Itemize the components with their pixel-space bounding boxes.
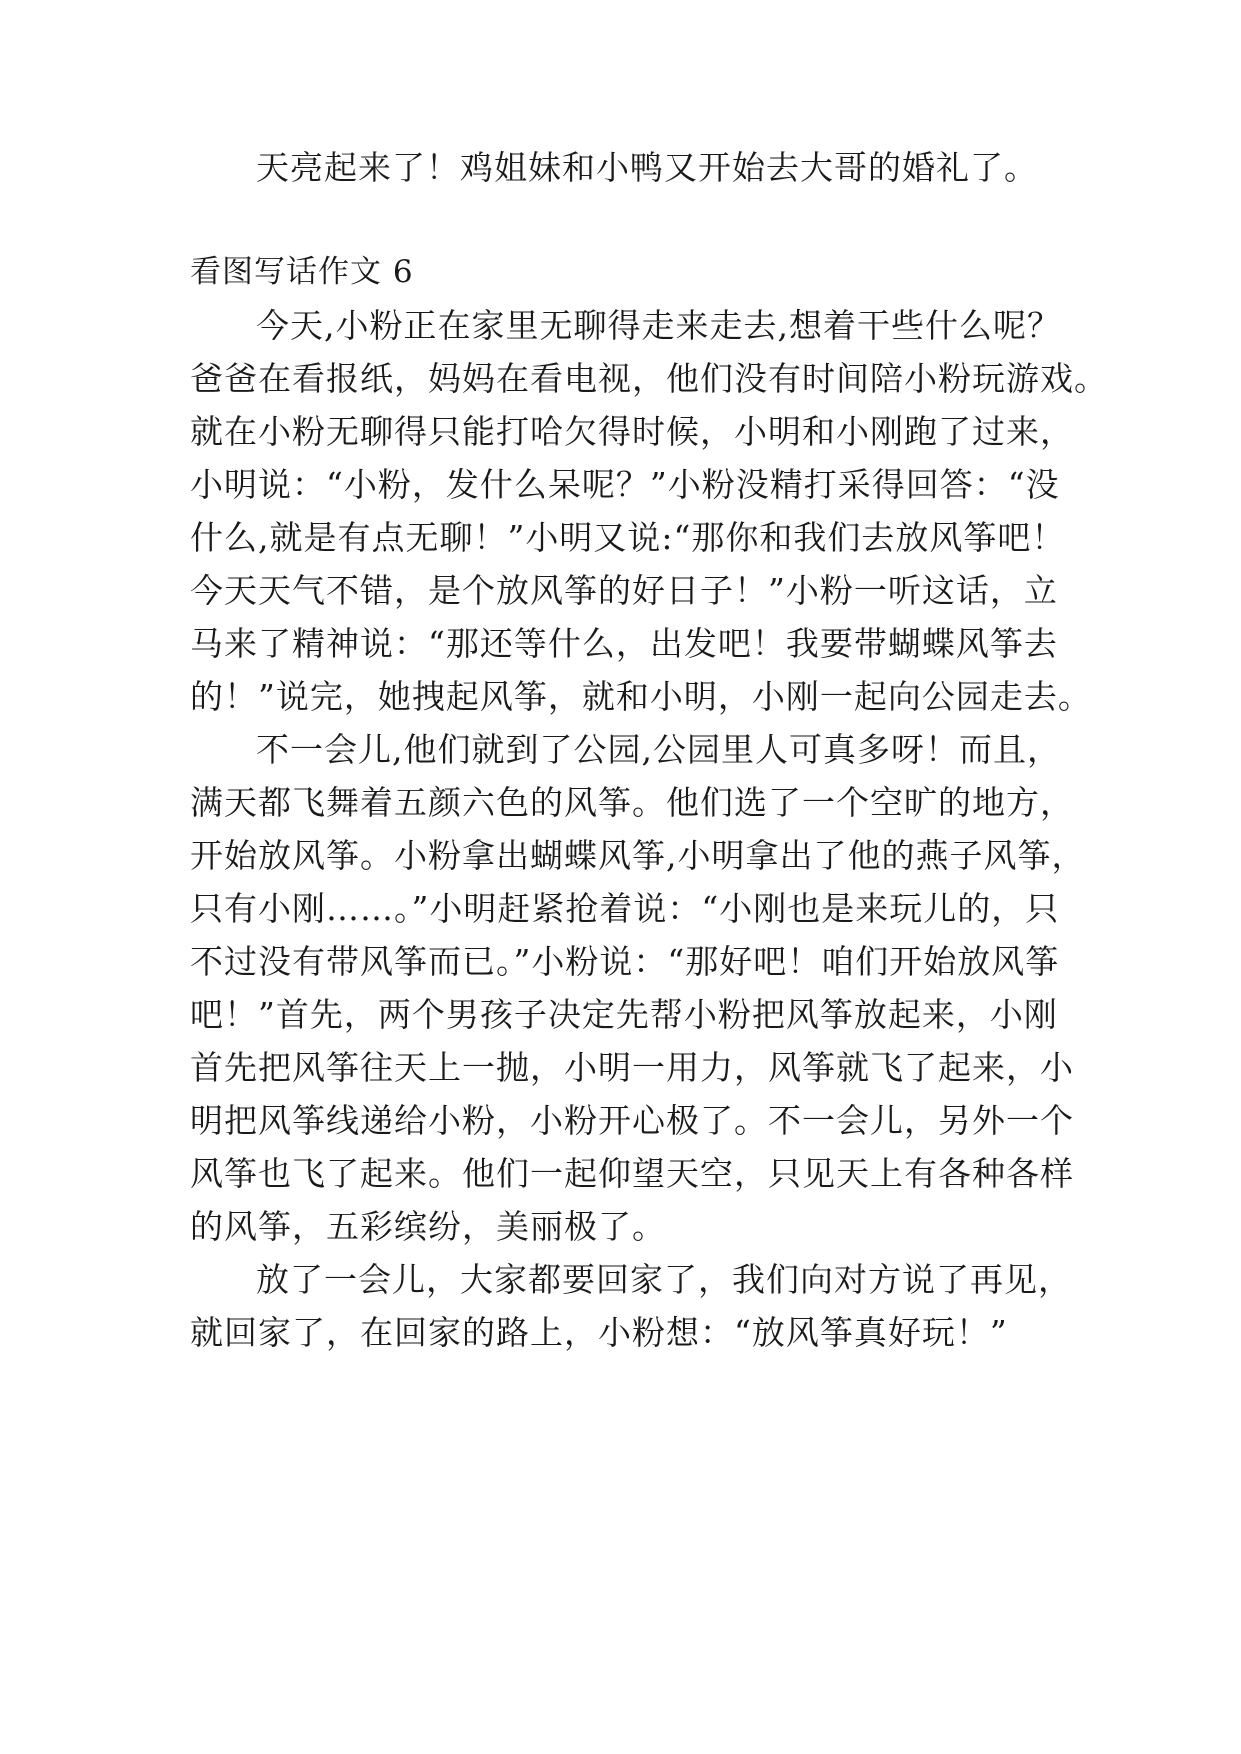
paragraph-line: 不一会儿,他们就到了公园,公园里人可真多呀！而且， — [256, 730, 1061, 769]
paragraph-line: 首先把风筝往天上一抛，小明一用力，风筝就飞了起来，小 — [190, 1048, 1074, 1087]
paragraph-line: 的！”说完，她拽起风筝，就和小明，小刚一起向公园走去。 — [190, 677, 1092, 716]
paragraph-line: 的风筝，五彩缤纷，美丽极了。 — [190, 1207, 666, 1246]
paragraph-line: 小明说：“小粉，发什么呆呢？”小粉没精打采得回答：“没 — [190, 465, 1060, 504]
paragraph-line: 马来了精神说：“那还等什么，出发吧！我要带蝴蝶风筝去 — [190, 624, 1058, 663]
paragraph-line: 风筝也飞了起来。他们一起仰望天空，只见天上有各种各样 — [190, 1154, 1074, 1193]
paragraph-line: 开始放风筝。小粉拿出蝴蝶风筝,小明拿出了他的燕子风筝， — [190, 836, 1086, 875]
paragraph-line: 什么,就是有点无聊！”小明又说:“那你和我们去放风筝吧！ — [190, 518, 1066, 557]
paragraph-line: 不过没有带风筝而已。”小粉说：“那好吧！咱们开始放风筝 — [190, 942, 1060, 981]
paragraph-line: 今天天气不错，是个放风筝的好日子！”小粉一听这话，立 — [190, 571, 1058, 610]
paragraph-line: 只有小刚……。”小明赶紧抢着说：“小刚也是来玩儿的，只 — [190, 889, 1060, 928]
paragraph-line: 今天,小粉正在家里无聊得走来走去,想着干些什么呢？ — [256, 306, 1061, 345]
paragraph-line: 吧！”首先，两个男孩子决定先帮小粉把风筝放起来，小刚 — [190, 995, 1058, 1034]
paragraph-line: 明把风筝线递给小粉，小粉开心极了。不一会儿，另外一个 — [190, 1101, 1074, 1140]
paragraph-line: 就在小粉无聊得只能打哈欠得时候，小明和小刚跑了过来， — [190, 412, 1074, 451]
intro-line: 天亮起来了！鸡姐妹和小鸭又开始去大哥的婚礼了。 — [256, 148, 1038, 187]
paragraph-line: 放了一会儿，大家都要回家了，我们向对方说了再见， — [256, 1260, 1072, 1299]
paragraph-line: 爸爸在看报纸，妈妈在看电视，他们没有时间陪小粉玩游戏。 — [190, 359, 1108, 398]
paragraph-line: 就回家了，在回家的路上，小粉想：“放风筝真好玩！” — [190, 1313, 1008, 1352]
section-title: 看图写话作文 6 — [190, 254, 414, 290]
paragraph-line: 满天都飞舞着五颜六色的风筝。他们选了一个空旷的地方， — [190, 783, 1074, 822]
